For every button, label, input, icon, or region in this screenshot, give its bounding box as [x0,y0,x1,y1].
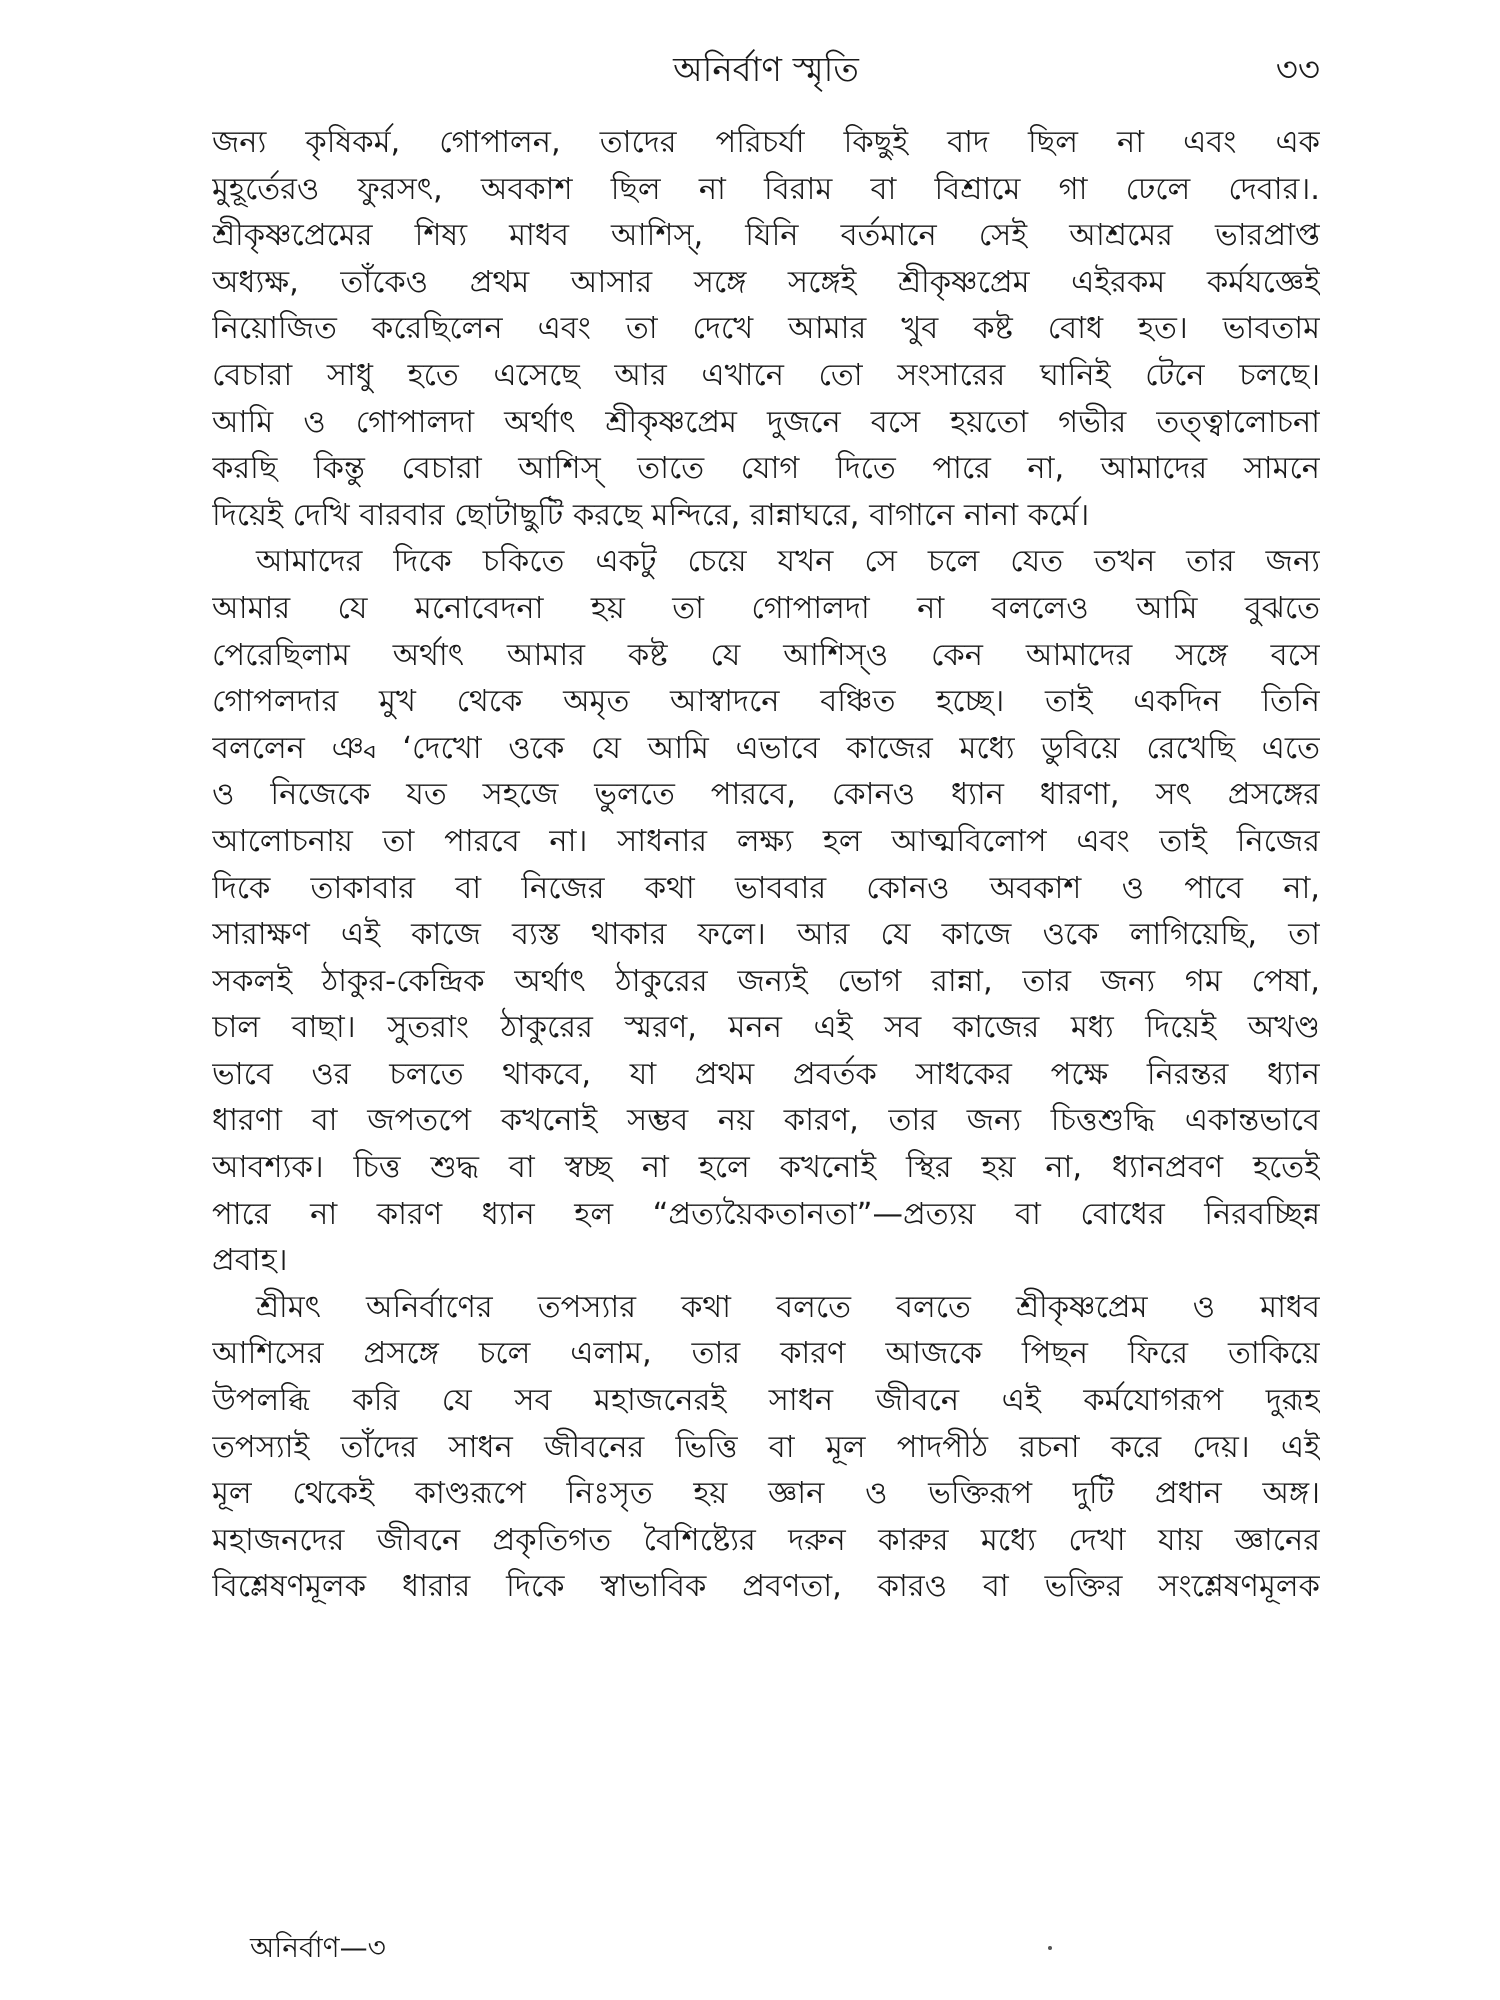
text-line: করছি কিন্তু বেচারা আশিস্ তাতে যোগ দিতে পারে না, আমাদের সামনে [212,451,1320,487]
ink-speck [1048,1946,1052,1950]
text-line: সারাক্ষণ এই কাজে ব্যস্ত থাকার ফলে। আর যে কাজে ওকে লাগিয়েছি, তা [212,917,1320,953]
text-line: গোপলদার মুখ থেকে অমৃত আস্বাদনে বঞ্চিত হচ্ছে। তাই একদিন তিনি [212,684,1320,720]
text-line: আমাদের দিকে চকিতে একটু চেয়ে যখন সে চলে যেত তখন তার জন্য [256,544,1320,580]
page-number: ৩৩ [1275,50,1320,90]
text-line: মূল থেকেই কাণ্ডরূপে নিঃসৃত হয় জ্ঞান ও ভক্তিরূপ দুটি প্রধান অঙ্গ। [212,1476,1320,1512]
text-line: ও নিজেকে যত সহজে ভুলতে পারবে, কোনও ধ্যান ধারণা, সৎ প্রসঙ্গের [212,777,1320,813]
text-line: বিশ্লেষণমূলক ধারার দিকে স্বাভাবিক প্রবণতা, কারও বা ভক্তির সংশ্লেষণমূলক [212,1569,1320,1605]
text-line: অধ্যক্ষ, তাঁকেও প্রথম আসার সঙ্গে সঙ্গেই শ্রীকৃষ্ণপ্রেম এইরকম কর্মযজ্ঞেই [212,264,1320,300]
text-line: মুহূর্তেরও ফুরসৎ, অবকাশ ছিল না বিরাম বা বিশ্রামে গা ঢেলে দেবার।. [212,171,1320,207]
body-text [212,120,1320,1611]
text-line: প্রবাহ। [212,1243,288,1279]
text-line: সকলই ঠাকুর-কেন্দ্রিক অর্থাৎ ঠাকুরের জন্যই ভোগ রান্না, তার জন্য গম পেষা, [212,963,1320,999]
signature-mark: অনির্বাণ—৩ [250,1931,386,1964]
text-line: চাল বাছা। সুতরাং ঠাকুরের স্মরণ, মনন এই সব কাজের মধ্য দিয়েই অখণ্ড [212,1010,1320,1046]
text-line: শ্রীমৎ অনির্বাণের তপস্যার কথা বলতে বলতে শ্রীকৃষ্ণপ্রেম ও মাধব [256,1289,1320,1325]
text-line: আমার যে মনোবেদনা হয় তা গোপালদা না বললেও আমি বুঝতে [212,590,1320,626]
text-line: দিয়েই দেখি বারবার ছোটাছুটি করছে মন্দিরে, রান্নাঘরে, বাগানে নানা কর্মে। [212,497,1090,533]
text-line: বেচারা সাধু হতে এসেছে আর এখানে তো সংসারের ঘানিই টেনে চলছে। [212,357,1320,393]
text-line: আলোচনায় তা পারবে না। সাধনার লক্ষ্য হল আত্মবিলোপ এবং তাই নিজের [212,823,1320,859]
text-line: আমি ও গোপালদা অর্থাৎ শ্রীকৃষ্ণপ্রেম দুজনে বসে হয়তো গভীর তত্ত্বালোচনা [212,404,1320,440]
text-line: উপলব্ধি করি যে সব মহাজনেরই সাধন জীবনে এই কর্মযোগরূপ দুরূহ [212,1383,1320,1419]
text-line: শ্রীকৃষ্ণপ্রেমের শিষ্য মাধব আশিস্, যিনি বর্তমানে সেই আশ্রমের ভারপ্রাপ্ত [212,218,1320,254]
text-line: মহাজনদের জীবনে প্রকৃতিগত বৈশিষ্ট্যের দরুন কারুর মধ্যে দেখা যায় জ্ঞানের [212,1522,1320,1558]
text-line: ধারণা বা জপতপে কখনোই সম্ভব নয় কারণ, তার জন্য চিত্তশুদ্ধি একান্তভাবে [212,1103,1320,1139]
text-line: তপস্যাই তাঁদের সাধন জীবনের ভিত্তি বা মূল পাদপীঠ রচনা করে দেয়। এই [212,1429,1320,1465]
text-line: নিয়োজিত করেছিলেন এবং তা দেখে আমার খুব কষ্ট বোধ হত। ভাবতাম [212,311,1320,347]
text-line: আবশ্যক। চিত্ত শুদ্ধ বা স্বচ্ছ না হলে কখনোই স্থির হয় না, ধ্যানপ্রবণ হতেই [212,1150,1320,1186]
running-head [212,40,1320,100]
paragraph-2 [212,539,1320,1285]
text-line: পেরেছিলাম অর্থাৎ আমার কষ্ট যে আশিস্ও কেন আমাদের সঙ্গে বসে [212,637,1320,673]
text-line: জন্য কৃষিকর্ম, গোপালন, তাদের পরিচর্যা কিছুই বাদ ছিল না এবং এক [212,125,1320,160]
text-line: ভাবে ওর চলতে থাকবে, যা প্রথম প্রবর্তক সাধকের পক্ষে নিরন্তর ধ্যান [212,1056,1320,1092]
text-line: আশিসের প্রসঙ্গে চলে এলাম, তার কারণ আজকে পিছন ফিরে তাকিয়ে [212,1336,1320,1372]
text-line: দিকে তাকাবার বা নিজের কথা ভাববার কোনও অবকাশ ও পাবে না, [212,870,1320,906]
text-line: বললেন ঞ্ব ‘দেখো ওকে যে আমি এভাবে কাজের মধ্যে ডুবিয়ে রেখেছি এতে [212,730,1320,766]
paragraph-1 [212,120,1320,539]
paragraph-3 [212,1285,1320,1611]
running-title: অনির্বাণ স্মৃতি [673,50,859,90]
text-line: পারে না কারণ ধ্যান হল “প্রত্যয়ৈকতানতা”—প্রত্যয় বা বোধের নিরবচ্ছিন্ন [212,1196,1320,1232]
